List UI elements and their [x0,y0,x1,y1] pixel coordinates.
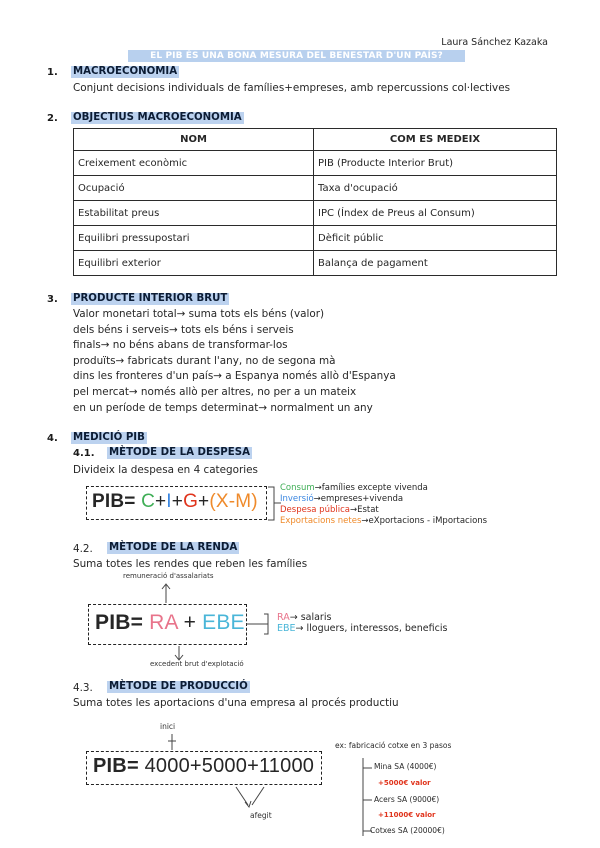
legend-term: Consum [280,483,315,493]
legend-term: RA [277,612,290,623]
legend-item [277,623,447,634]
arrow-up-icon [160,582,172,604]
subsection-4-2-text: Suma totes les rendes que reben les famílies [73,558,308,570]
definition-line: pel mercat→ només allò per altres, no per a un mateix [73,385,357,398]
table-row [74,251,557,276]
step-item: Mina SA (4000€) [374,762,437,771]
definition-line: finals→ no béns abans de transformar-los [73,339,288,352]
legend-item [280,483,487,494]
legend-bracket [246,611,274,637]
table-cell: Dèficit públic [314,226,557,251]
arrow-down-icon [173,645,185,661]
legend-item [280,516,487,527]
formula-c: C [141,491,155,512]
formula-equals: = [130,611,144,634]
table-cell: Balança de pagament [314,251,557,276]
formula-plus: + [171,491,184,512]
subsection-4-3-number: 4.3. [73,682,93,694]
subsection-4-3-text: Suma totes les aportacions d'una empresa al procés productiu [73,697,399,709]
formula-plus: + [183,611,197,634]
legend-desc: →eXportacions - iMportacions [361,516,488,526]
table-cell: PIB (Producte Interior Brut) [314,151,557,176]
subsection-4-1-heading: MÈTODE DE LA DESPESA [109,447,250,458]
legend-desc: →empreses+vivenda [313,494,404,504]
step-value-added: +5000€ valor [378,779,431,787]
legend-term: Despesa pública [280,505,350,515]
legend-term: EBE [277,623,296,634]
formula-plus: + [154,491,167,512]
table-cell: Equilibri pressupostari [74,226,314,251]
legend-desc: → lloguers, interessos, beneficis [295,623,448,634]
legend-desc: → salaris [289,612,332,623]
section-3-heading: PRODUCTE INTERIOR BRUT [73,293,228,304]
production-bottom-note: afegit [250,811,272,820]
formula-xm: (X-M) [209,491,258,512]
legend-item [280,505,487,516]
formula-expression: 4000+5000+11000 [144,755,315,777]
income-formula [95,611,245,635]
section-1-number: 1. [47,67,58,78]
formula-equals: = [124,491,136,512]
formula-plus: + [198,491,210,512]
step-value-added: +11000€ valor [378,811,436,819]
table-header: NOM [74,129,314,151]
definition-line: produïts→ fabricats durant l'any, no de segona mà [73,354,336,367]
subsection-4-1-text: Divideix la despesa en 4 categories [73,464,258,476]
pib-definition [73,307,396,416]
section-1-text: Conjunt decisions individuals de famílies+empreses, amb repercussions col·lectives [73,82,510,94]
legend-item [277,612,447,623]
page-title: EL PIB ÉS UNA BONA MESURA DEL BENESTAR D'UN PAÍS? [128,50,465,62]
author-name: Laura Sánchez Kazaka [441,37,548,48]
table-header-row [74,129,557,151]
section-4-number: 4. [47,433,58,444]
subsection-4-1-number: 4.1. [73,448,95,459]
converging-arrows-icon [230,785,270,811]
section-4-heading: MEDICIÓ PIB [73,432,145,443]
legend-term: Exportacions netes [280,516,362,526]
formula-equals: = [126,755,139,777]
table-row [74,151,557,176]
definition-line: Valor monetari total→ suma tots els béns (valor) [73,308,325,320]
subsection-4-2-heading: MÈTODE DE LA RENDA [109,542,238,553]
formula-ebe: EBE [202,611,245,634]
table-cell: Ocupació [74,176,314,201]
section-1-heading: MACROECONOMIA [73,66,178,77]
income-legend [277,612,447,634]
tick-marker [166,733,178,751]
table-cell: Taxa d'ocupació [314,176,557,201]
table-row [74,176,557,201]
table-header: COM ES MEDEIX [314,129,557,151]
formula-lead: PIB [95,611,131,634]
formula-i: I [166,491,172,512]
production-formula [93,755,314,778]
definition-line: en un període de temps determinat→ normalment un any [73,401,373,414]
objectives-table [73,128,557,276]
section-3-number: 3. [47,294,58,305]
definition-line: dels béns i serveis→ tots els béns i serveis [73,323,294,336]
legend-term: Inversió [280,494,314,504]
table-cell: Estabilitat preus [74,201,314,226]
expenditure-legend [280,483,487,527]
table-row [74,201,557,226]
legend-desc: →famílies excepte vivenda [314,483,428,493]
table-cell: Equilibri exterior [74,251,314,276]
formula-lead: PIB [92,491,125,512]
legend-item [280,494,487,505]
formula-ra: RA [149,611,178,634]
renda-top-note: remuneració d'assalariats [123,572,214,580]
subsection-4-2-number: 4.2. [73,543,93,555]
table-cell: Creixement econòmic [74,151,314,176]
renda-bottom-note: excedent brut d'explotació [150,660,244,668]
production-top-note: inici [160,722,176,731]
step-item: Acers SA (9000€) [374,795,440,804]
table-cell: IPC (Índex de Preus al Consum) [314,201,557,226]
step-item: Cotxes SA (20000€) [370,826,445,835]
example-title: ex: fabricació cotxe en 3 pasos [335,741,452,750]
formula-g: G [183,491,199,512]
subsection-4-3-heading: MÈTODE DE PRODUCCIÓ [109,681,248,692]
section-2-heading: OBJECTIUS MACROECONOMIA [73,112,242,123]
legend-desc: →Estat [349,505,379,515]
formula-lead: PIB [93,755,127,777]
definition-line: dins les fronteres d'un país→ a Espanya només allò d'Espanya [73,370,396,383]
expenditure-formula [92,491,258,513]
table-row [74,226,557,251]
section-2-number: 2. [47,113,58,124]
